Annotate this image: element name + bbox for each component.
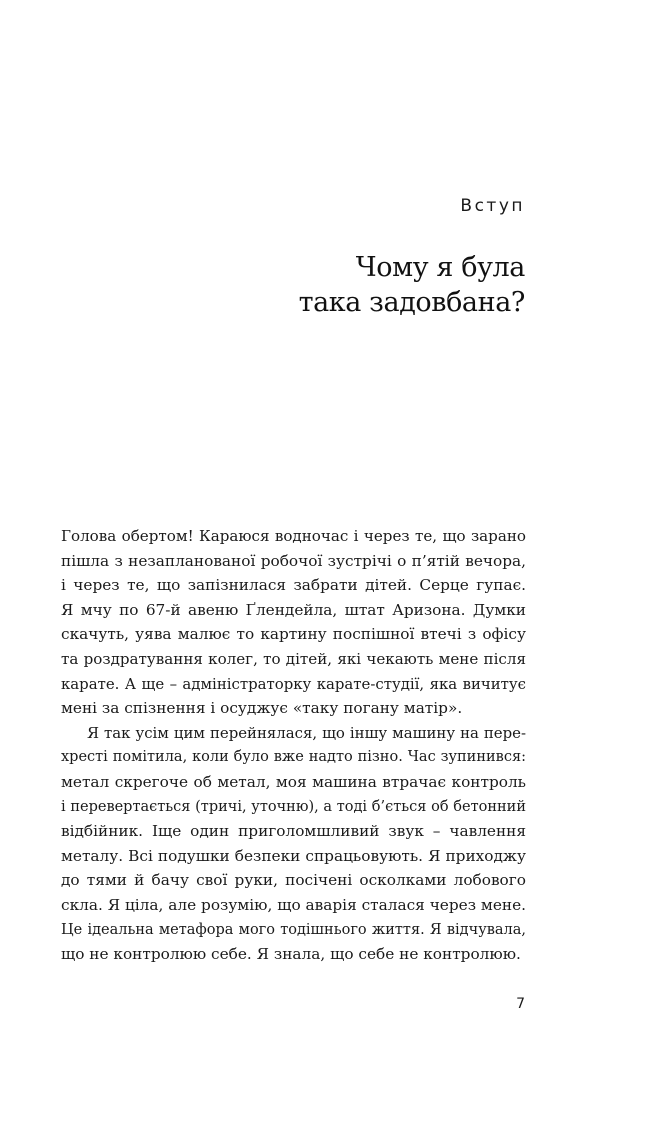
text-line: що не контролюю себе. Я знала, що себе не контролюю. [61,945,521,964]
text-line: і через те, що запізнилася забрати дітей. Серце гупає. [61,576,526,595]
body-text [61,524,526,967]
text-line: Я так усім цим перейнялася, що іншу машину на пере- [87,723,526,742]
chapter-title [125,250,525,320]
text-line: та роздратування колег, то дітей, які чекають мене після [61,649,526,668]
text-line: пішла з незапланованої робочої зустрічі о п’ятій вечора, [61,551,526,570]
text-line: карате. А ще – адміністраторку карате-студії, яка вичитує [61,674,526,693]
paragraph [61,524,526,721]
text-line: хресті помітила, коли було вже надто пізно. Час зупинився: [61,749,526,766]
text-line: скла. Я ціла, але розумію, що аварія сталася через мене. [61,895,526,914]
paragraph [61,721,526,967]
text-line: до тями й бачу свої руки, посічені осколками лобового [61,871,526,890]
page-number: 7 [516,996,525,1012]
chapter-title-line: Чому я була [355,252,525,283]
text-line: скачуть, уява малює то картину поспішної втечі з офісу [61,625,526,644]
text-line: Я мчу по 67-й авеню Ґлендейла, штат Аризона. Думки [61,600,526,619]
text-line: Голова обертом! Караюся водночас і через те, що зарано [61,527,526,545]
text-line: металу. Всі подушки безпеки спрацьовують. Я приходжу [61,846,526,865]
text-line: мені за спізнення і осуджує «таку погану матір». [61,699,463,718]
text-line: відбійник. Іще один приголомшливий звук – чавлення [61,822,526,841]
chapter-title-line: така задовбана? [298,287,525,318]
text-line: і перевертається (тричі, уточню), а тоді б’ється об бетонний [61,798,526,815]
chapter-label: Вступ [460,196,525,216]
text-line: метал скрегоче об метал, моя машина втрачає контроль [61,772,526,791]
text-line: Це ідеальна метафора мого тодішнього життя. Я відчувала, [61,921,526,938]
